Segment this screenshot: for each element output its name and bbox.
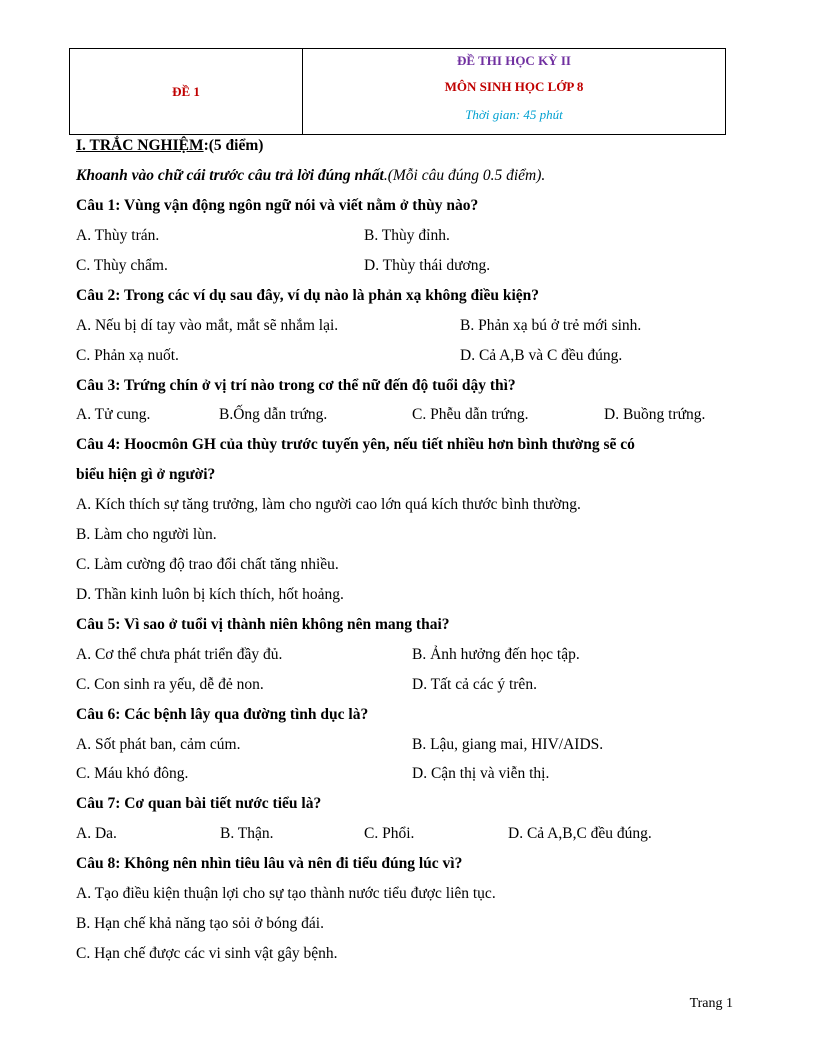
q6-option-a: A. Sốt phát ban, cảm cúm. [76, 736, 241, 753]
question-4: Câu 4: Hoocmôn GH của thùy trước tuyến yên, nếu tiết nhiều hơn bình thường sẽ có [76, 436, 635, 453]
q5-option-c: C. Con sinh ra yếu, dễ đẻ non. [76, 676, 264, 693]
q4-option-c: C. Làm cường độ trao đổi chất tăng nhiều. [76, 556, 339, 573]
q3-option-c: C. Phễu dẫn trứng. [412, 406, 529, 423]
q6-option-b: B. Lậu, giang mai, HIV/AIDS. [412, 736, 604, 753]
q4-option-b: B. Làm cho người lùn. [76, 526, 217, 543]
q4-option-a: A. Kích thích sự tăng trưởng, làm cho người cao lớn quá kích thước bình thường. [76, 496, 581, 513]
q8-option-b: B. Hạn chế khả năng tạo sỏi ở bóng đái. [76, 915, 324, 932]
exam-code: ĐỀ 1 [172, 83, 200, 99]
q1-option-c: C. Thùy chẩm. [76, 257, 168, 274]
instruction-rest: .(Mỗi câu đúng 0.5 điểm). [383, 167, 546, 184]
page-number: Trang 1 [689, 996, 733, 1011]
question-2: Câu 2: Trong các ví dụ sau đây, ví dụ nào là phản xạ không điều kiện? [76, 287, 540, 304]
q2-option-a: A. Nếu bị dí tay vào mắt, mắt sẽ nhắm lại. [76, 317, 339, 334]
q1-option-b: B. Thùy đỉnh. [364, 227, 450, 244]
section-heading [76, 136, 263, 156]
q3-option-a: A. Tử cung. [76, 406, 151, 423]
exam-code-cell [70, 49, 303, 134]
section-instruction [76, 166, 545, 186]
q2-option-d: D. Cả A,B và C đều đúng. [460, 347, 623, 364]
question-6: Câu 6: Các bệnh lây qua đường tình dục là? [76, 706, 369, 723]
q7-option-c: C. Phổi. [364, 825, 415, 842]
question-5: Câu 5: Vì sao ở tuổi vị thành niên không nên mang thai? [76, 616, 450, 633]
q8-option-c: C. Hạn chế được các vi sinh vật gây bệnh. [76, 945, 338, 962]
q6-option-d: D. Cận thị và viễn thị. [412, 765, 550, 782]
question-4-cont: biểu hiện gì ở người? [76, 466, 216, 483]
question-3: Câu 3: Trứng chín ở vị trí nào trong cơ thể nữ đến độ tuổi dậy thì? [76, 377, 516, 394]
exam-subject: MÔN SINH HỌC LỚP 8 [444, 79, 584, 94]
q8-option-a: A. Tạo điều kiện thuận lợi cho sự tạo thành nước tiểu được liên tục. [76, 885, 496, 902]
question-8: Câu 8: Không nên nhìn tiêu lâu và nên đi tiểu đúng lúc vì? [76, 855, 463, 872]
exam-duration: Thời gian: 45 phút [465, 107, 563, 122]
exam-title: ĐỀ THI HỌC KỲ II [457, 53, 571, 68]
q7-option-a: A. Da. [76, 825, 117, 842]
q2-option-b: B. Phản xạ bú ở trẻ mới sinh. [460, 317, 642, 334]
q7-option-b: B. Thận. [220, 825, 274, 842]
question-7: Câu 7: Cơ quan bài tiết nước tiểu là? [76, 795, 322, 812]
q2-option-c: C. Phản xạ nuốt. [76, 347, 179, 364]
exam-header-table [69, 48, 726, 135]
exam-info-cell [303, 49, 725, 134]
q6-option-c: C. Máu khó đông. [76, 765, 189, 782]
q4-option-d: D. Thần kinh luôn bị kích thích, hốt hoảng. [76, 586, 344, 603]
section-title: I. TRẮC NGHIỆM [76, 137, 204, 154]
q7-option-d: D. Cả A,B,C đều đúng. [508, 825, 652, 842]
q3-option-b: B.Ống dẫn trứng. [219, 406, 328, 423]
instruction-bold: Khoanh vào chữ cái trước câu trả lời đúng nhất [76, 167, 384, 184]
question-1: Câu 1: Vùng vận động ngôn ngữ nói và viết nằm ở thùy nào? [76, 197, 479, 214]
q3-option-d: D. Buồng trứng. [604, 406, 706, 423]
q5-option-a: A. Cơ thể chưa phát triển đầy đủ. [76, 646, 283, 663]
q1-option-a: A. Thùy trán. [76, 227, 160, 244]
q1-option-d: D. Thùy thái dương. [364, 257, 491, 274]
q5-option-b: B. Ảnh hưởng đến học tập. [412, 646, 580, 663]
q5-option-d: D. Tất cả các ý trên. [412, 676, 537, 693]
section-points: :(5 điểm) [203, 137, 264, 154]
